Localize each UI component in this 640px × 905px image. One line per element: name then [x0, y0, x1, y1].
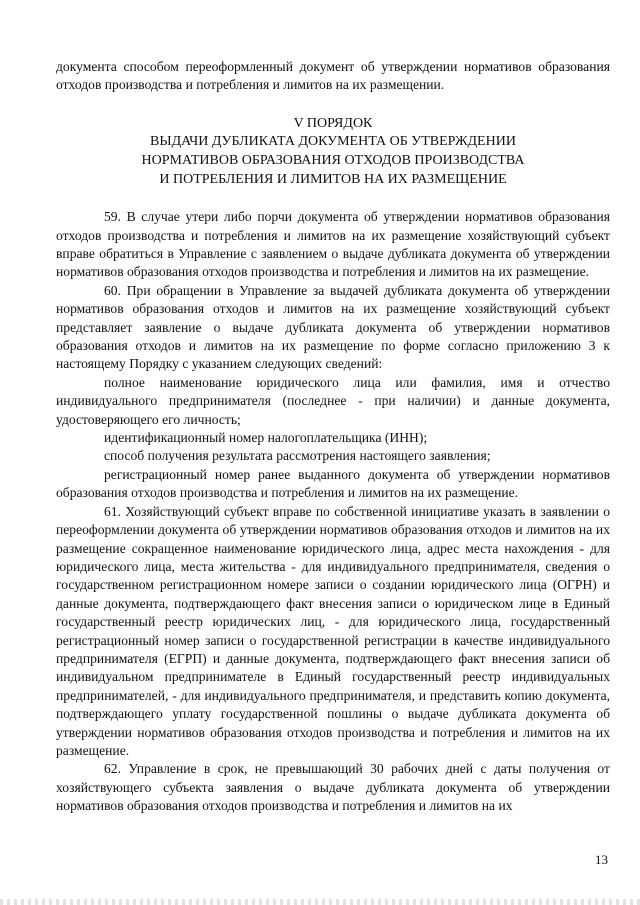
paragraph-59: 59. В случае утери либо порчи документа об утверждении нормативов образования отходов производства и потребления и лимитов на их размещение хозяйствующий субъект вправе обратиться в Управление с заявлением о выдаче дубликата документа об утверждении нормативов образования отходов производства и потребления и лимитов на их размещение.: [56, 209, 610, 280]
list-item-registration-number: регистрационный номер ранее выданного документа об утверждении нормативов образования отходов производства и потребления и лимитов на их размещение.: [56, 466, 610, 501]
heading-line-3: НОРМАТИВОВ ОБРАЗОВАНИЯ ОТХОДОВ ПРОИЗВОДСТВА: [141, 153, 525, 168]
heading-line-4: И ПОТРЕБЛЕНИЯ И ЛИМИТОВ НА ИХ РАЗМЕЩЕНИЕ: [159, 171, 507, 187]
paragraph-61: 61. Хозяйствующий субъект вправе по собственной инициативе указать в заявлении о переоформлении документа об утверждении нормативов образования отходов и лимитов на их размещение сокращенное наименование юридического лица, адрес места нахождения - для юридического лица, места жительства - для индивидуального предпринимателя, сведения о государственном регистрационном номере записи о создании юридического лица (ОГРН) и данные документа, подтверждающего факт внесения записи о юридическом лице в Единый государственный реестр юридических лиц, - для юридического лица, государственный регистрационный номер записи о государственной регистрации в качестве индивидуального предпринимателя (ЕГРП) и данные документа, подтверждающего факт внесения записи об индивидуальном предпринимателе в Единый государственный реестр индивидуальных предпринимателей, - для индивидуального предпринимателя, и представить копию документа, подтверждающего уплату государственной пошлины о выдаче дубликата документа об утверждении нормативов образования отходов производства и потребления и лимитов на их размещение.: [56, 503, 610, 758]
list-item-delivery-method: способ получения результата рассмотрения настоящего заявления;: [104, 448, 491, 464]
document-body: [56, 58, 610, 816]
page-number: 13: [595, 852, 608, 867]
section-heading: [56, 115, 610, 189]
scan-edge-divider: [0, 899, 640, 905]
list-item-full-name: полное наименование юридического лица или фамилия, имя и отчество индивидуального предпринимателя (последнее - при наличии) и данные документа, удостоверяющего его личность;: [56, 374, 610, 427]
list-item-inn: идентификационный номер налогоплательщика (ИНН);: [104, 430, 428, 446]
heading-line-2: ВЫДАЧИ ДУБЛИКАТА ДОКУМЕНТА ОБ УТВЕРЖДЕНИИ: [150, 134, 516, 150]
heading-line-1: V ПОРЯДОК: [293, 115, 373, 131]
paragraph-62: 62. Управление в срок, не превышающий 30 рабочих дней с даты получения от хозяйствующего субъекта заявления о выдаче дубликата документа об утверждении нормативов образования отходов производства и потребления и лимитов на их: [56, 761, 610, 814]
paragraph-60: 60. При обращении в Управление за выдачей дубликата документа об утверждении нормативов образования отходов и лимитов на их размещение хозяйствующий субъект представляет заявление о выдаче дубликата документа об утверждении нормативов образования отходов и лимитов на их размещение по форме согласно приложению 3 к настоящему Порядку с указанием следующих сведений:: [56, 282, 610, 372]
intro-paragraph: документа способом переоформленный документ об утверждении нормативов образования отходов производства и потребления и лимитов на их размещении.: [56, 59, 610, 93]
